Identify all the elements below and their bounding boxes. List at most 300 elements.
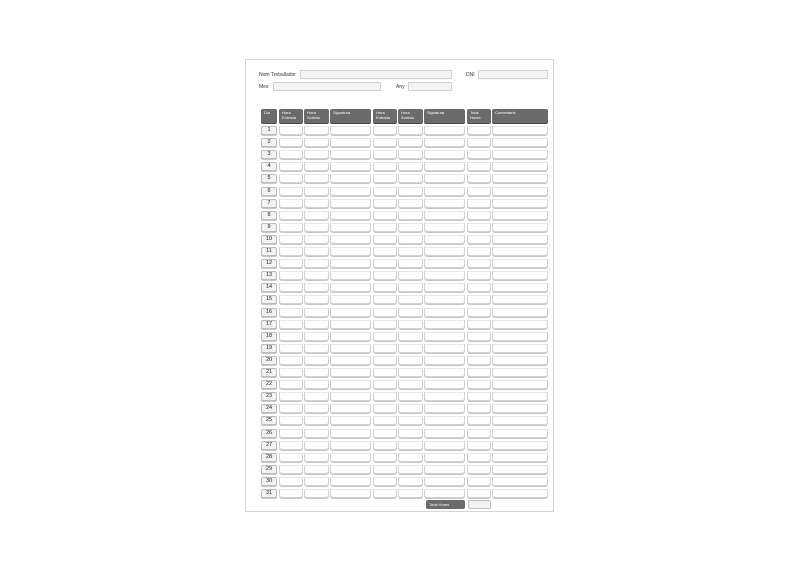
total-hours-cell[interactable]	[467, 356, 491, 365]
signature-1-cell[interactable]	[330, 174, 371, 183]
signature-1-cell[interactable]	[330, 320, 371, 329]
signature-1-cell[interactable]	[330, 138, 371, 147]
exit-time-2-cell[interactable]	[398, 465, 423, 474]
total-hours-cell[interactable]	[467, 150, 491, 159]
exit-time-1-cell[interactable]	[304, 308, 329, 317]
entry-time-1-cell[interactable]	[279, 477, 303, 486]
signature-2-cell[interactable]	[424, 453, 465, 462]
exit-time-2-cell[interactable]	[398, 416, 423, 425]
signature-2-cell[interactable]	[424, 344, 465, 353]
entry-time-1-cell[interactable]	[279, 465, 303, 474]
signature-1-cell[interactable]	[330, 441, 371, 450]
total-hours-cell[interactable]	[467, 223, 491, 232]
header-entry-time-1: Hora Entrada	[279, 109, 303, 123]
entry-time-2-cell[interactable]	[373, 404, 397, 413]
exit-time-1-cell[interactable]	[304, 489, 329, 498]
comments-cell[interactable]	[492, 162, 548, 171]
entry-time-1-cell[interactable]	[279, 332, 303, 341]
table-row	[246, 222, 553, 234]
signature-2-cell[interactable]	[424, 368, 465, 377]
total-hours-cell[interactable]	[467, 271, 491, 280]
exit-time-2-cell[interactable]	[398, 295, 423, 304]
comments-cell[interactable]	[492, 416, 548, 425]
entry-time-2-cell[interactable]	[373, 392, 397, 401]
comments-cell[interactable]	[492, 465, 548, 474]
entry-time-2-cell[interactable]	[373, 247, 397, 256]
total-hours-cell[interactable]	[467, 429, 491, 438]
table-row	[246, 452, 553, 464]
table-row	[246, 415, 553, 427]
signature-2-cell[interactable]	[424, 320, 465, 329]
table-row	[246, 125, 553, 137]
comments-cell[interactable]	[492, 138, 548, 147]
exit-time-1-cell[interactable]	[304, 429, 329, 438]
signature-2-cell[interactable]	[424, 126, 465, 135]
total-hours-cell[interactable]	[467, 344, 491, 353]
total-hours-cell[interactable]	[467, 138, 491, 147]
exit-time-2-cell[interactable]	[398, 199, 423, 208]
total-hours-cell[interactable]	[467, 235, 491, 244]
table-row	[246, 355, 553, 367]
table-row	[246, 270, 553, 282]
signature-1-cell[interactable]	[330, 465, 371, 474]
comments-cell[interactable]	[492, 441, 548, 450]
signature-2-cell[interactable]	[424, 295, 465, 304]
entry-time-1-cell[interactable]	[279, 320, 303, 329]
exit-time-2-cell[interactable]	[398, 320, 423, 329]
entry-time-1-cell[interactable]	[279, 429, 303, 438]
day-number: 30	[261, 477, 277, 486]
day-number: 18	[261, 332, 277, 341]
total-hours-cell[interactable]	[467, 416, 491, 425]
entry-time-1-cell[interactable]	[279, 138, 303, 147]
entry-time-1-cell[interactable]	[279, 199, 303, 208]
entry-time-2-cell[interactable]	[373, 368, 397, 377]
entry-time-2-cell[interactable]	[373, 416, 397, 425]
entry-time-1-cell[interactable]	[279, 295, 303, 304]
exit-time-2-cell[interactable]	[398, 247, 423, 256]
signature-1-cell[interactable]	[330, 404, 371, 413]
exit-time-2-cell[interactable]	[398, 453, 423, 462]
exit-time-1-cell[interactable]	[304, 344, 329, 353]
entry-time-2-cell[interactable]	[373, 162, 397, 171]
comments-cell[interactable]	[492, 259, 548, 268]
entry-time-2-cell[interactable]	[373, 477, 397, 486]
exit-time-2-cell[interactable]	[398, 332, 423, 341]
total-hours-cell[interactable]	[467, 404, 491, 413]
entry-time-1-cell[interactable]	[279, 489, 303, 498]
entry-time-1-cell[interactable]	[279, 283, 303, 292]
signature-1-cell[interactable]	[330, 477, 371, 486]
exit-time-1-cell[interactable]	[304, 465, 329, 474]
signature-2-cell[interactable]	[424, 211, 465, 220]
total-hours-cell[interactable]	[467, 368, 491, 377]
comments-cell[interactable]	[492, 295, 548, 304]
signature-2-cell[interactable]	[424, 162, 465, 171]
exit-time-1-cell[interactable]	[304, 441, 329, 450]
exit-time-2-cell[interactable]	[398, 356, 423, 365]
signature-1-cell[interactable]	[330, 453, 371, 462]
entry-time-2-cell[interactable]	[373, 187, 397, 196]
exit-time-2-cell[interactable]	[398, 368, 423, 377]
total-hours-cell[interactable]	[467, 465, 491, 474]
entry-time-2-cell[interactable]	[373, 320, 397, 329]
signature-2-cell[interactable]	[424, 150, 465, 159]
signature-2-cell[interactable]	[424, 404, 465, 413]
total-hours-cell[interactable]	[467, 126, 491, 135]
comments-cell[interactable]	[492, 453, 548, 462]
total-hours-label: Total Hores	[426, 500, 465, 509]
signature-2-cell[interactable]	[424, 271, 465, 280]
signature-1-cell[interactable]	[330, 332, 371, 341]
exit-time-1-cell[interactable]	[304, 150, 329, 159]
signature-1-cell[interactable]	[330, 283, 371, 292]
comments-cell[interactable]	[492, 477, 548, 486]
exit-time-2-cell[interactable]	[398, 174, 423, 183]
entry-time-1-cell[interactable]	[279, 174, 303, 183]
signature-2-cell[interactable]	[424, 138, 465, 147]
signature-2-cell[interactable]	[424, 187, 465, 196]
signature-1-cell[interactable]	[330, 126, 371, 135]
exit-time-1-cell[interactable]	[304, 174, 329, 183]
comments-cell[interactable]	[492, 271, 548, 280]
table-row	[246, 319, 553, 331]
day-number: 17	[261, 320, 277, 329]
exit-time-2-cell[interactable]	[398, 283, 423, 292]
header-total-hours: Total Hores	[467, 109, 491, 123]
total-hours-cell[interactable]	[467, 283, 491, 292]
total-hours-cell[interactable]	[467, 380, 491, 389]
total-hours-field[interactable]	[468, 500, 491, 509]
entry-time-2-cell[interactable]	[373, 271, 397, 280]
total-hours-cell[interactable]	[467, 489, 491, 498]
exit-time-1-cell[interactable]	[304, 380, 329, 389]
signature-1-cell[interactable]	[330, 259, 371, 268]
entry-time-2-cell[interactable]	[373, 465, 397, 474]
timesheet-page	[245, 59, 554, 512]
entry-time-1-cell[interactable]	[279, 453, 303, 462]
exit-time-1-cell[interactable]	[304, 138, 329, 147]
exit-time-1-cell[interactable]	[304, 453, 329, 462]
signature-2-cell[interactable]	[424, 465, 465, 474]
signature-1-cell[interactable]	[330, 223, 371, 232]
entry-time-2-cell[interactable]	[373, 380, 397, 389]
signature-1-cell[interactable]	[330, 162, 371, 171]
comments-cell[interactable]	[492, 235, 548, 244]
entry-time-2-cell[interactable]	[373, 453, 397, 462]
entry-time-1-cell[interactable]	[279, 308, 303, 317]
day-number: 16	[261, 308, 277, 317]
signature-2-cell[interactable]	[424, 380, 465, 389]
day-number: 5	[261, 174, 277, 183]
signature-1-cell[interactable]	[330, 344, 371, 353]
exit-time-1-cell[interactable]	[304, 356, 329, 365]
signature-1-cell[interactable]	[330, 380, 371, 389]
exit-time-2-cell[interactable]	[398, 223, 423, 232]
entry-time-1-cell[interactable]	[279, 247, 303, 256]
comments-cell[interactable]	[492, 247, 548, 256]
exit-time-1-cell[interactable]	[304, 235, 329, 244]
exit-time-1-cell[interactable]	[304, 211, 329, 220]
signature-1-cell[interactable]	[330, 211, 371, 220]
entry-time-1-cell[interactable]	[279, 416, 303, 425]
exit-time-1-cell[interactable]	[304, 477, 329, 486]
entry-time-1-cell[interactable]	[279, 223, 303, 232]
exit-time-1-cell[interactable]	[304, 295, 329, 304]
exit-time-1-cell[interactable]	[304, 320, 329, 329]
signature-2-cell[interactable]	[424, 308, 465, 317]
signature-1-cell[interactable]	[330, 199, 371, 208]
day-number: 24	[261, 404, 277, 413]
signature-1-cell[interactable]	[330, 235, 371, 244]
signature-2-cell[interactable]	[424, 356, 465, 365]
exit-time-2-cell[interactable]	[398, 187, 423, 196]
signature-1-cell[interactable]	[330, 429, 371, 438]
total-hours-cell[interactable]	[467, 441, 491, 450]
signature-2-cell[interactable]	[424, 332, 465, 341]
comments-cell[interactable]	[492, 199, 548, 208]
exit-time-1-cell[interactable]	[304, 187, 329, 196]
exit-time-1-cell[interactable]	[304, 271, 329, 280]
signature-2-cell[interactable]	[424, 392, 465, 401]
table-row	[246, 186, 553, 198]
header-exit-time-1: Hora Sortida	[304, 109, 329, 123]
comments-cell[interactable]	[492, 344, 548, 353]
table-row	[246, 428, 553, 440]
signature-2-cell[interactable]	[424, 283, 465, 292]
entry-time-1-cell[interactable]	[279, 259, 303, 268]
entry-time-2-cell[interactable]	[373, 199, 397, 208]
signature-1-cell[interactable]	[330, 356, 371, 365]
day-number: 9	[261, 223, 277, 232]
entry-time-1-cell[interactable]	[279, 404, 303, 413]
signature-2-cell[interactable]	[424, 477, 465, 486]
entry-time-2-cell[interactable]	[373, 283, 397, 292]
exit-time-1-cell[interactable]	[304, 247, 329, 256]
entry-time-2-cell[interactable]	[373, 138, 397, 147]
day-number: 27	[261, 441, 277, 450]
entry-time-2-cell[interactable]	[373, 259, 397, 268]
table-row	[246, 307, 553, 319]
exit-time-1-cell[interactable]	[304, 404, 329, 413]
day-number: 11	[261, 247, 277, 256]
table-row	[246, 294, 553, 306]
exit-time-2-cell[interactable]	[398, 477, 423, 486]
entry-time-1-cell[interactable]	[279, 211, 303, 220]
exit-time-2-cell[interactable]	[398, 235, 423, 244]
day-number: 22	[261, 380, 277, 389]
exit-time-1-cell[interactable]	[304, 223, 329, 232]
signature-1-cell[interactable]	[330, 416, 371, 425]
entry-time-1-cell[interactable]	[279, 380, 303, 389]
entry-time-1-cell[interactable]	[279, 344, 303, 353]
entry-time-2-cell[interactable]	[373, 356, 397, 365]
month-label: Mes	[259, 84, 269, 90]
exit-time-2-cell[interactable]	[398, 126, 423, 135]
entry-time-1-cell[interactable]	[279, 392, 303, 401]
exit-time-2-cell[interactable]	[398, 489, 423, 498]
comments-cell[interactable]	[492, 211, 548, 220]
entry-time-1-cell[interactable]	[279, 235, 303, 244]
exit-time-2-cell[interactable]	[398, 150, 423, 159]
signature-1-cell[interactable]	[330, 392, 371, 401]
signature-1-cell[interactable]	[330, 271, 371, 280]
comments-cell[interactable]	[492, 174, 548, 183]
exit-time-2-cell[interactable]	[398, 162, 423, 171]
entry-time-2-cell[interactable]	[373, 429, 397, 438]
exit-time-1-cell[interactable]	[304, 126, 329, 135]
signature-2-cell[interactable]	[424, 199, 465, 208]
signature-2-cell[interactable]	[424, 489, 465, 498]
entry-time-1-cell[interactable]	[279, 368, 303, 377]
exit-time-2-cell[interactable]	[398, 392, 423, 401]
total-hours-cell[interactable]	[467, 295, 491, 304]
day-number: 14	[261, 283, 277, 292]
exit-time-1-cell[interactable]	[304, 368, 329, 377]
day-number: 13	[261, 271, 277, 280]
entry-time-1-cell[interactable]	[279, 271, 303, 280]
entry-time-1-cell[interactable]	[279, 162, 303, 171]
exit-time-1-cell[interactable]	[304, 416, 329, 425]
total-hours-cell[interactable]	[467, 332, 491, 341]
day-number: 12	[261, 259, 277, 268]
day-number: 25	[261, 416, 277, 425]
signature-1-cell[interactable]	[330, 308, 371, 317]
exit-time-1-cell[interactable]	[304, 199, 329, 208]
total-hours-cell[interactable]	[467, 308, 491, 317]
signature-1-cell[interactable]	[330, 368, 371, 377]
entry-time-2-cell[interactable]	[373, 150, 397, 159]
exit-time-1-cell[interactable]	[304, 259, 329, 268]
table-row	[246, 234, 553, 246]
table-row	[246, 343, 553, 355]
exit-time-1-cell[interactable]	[304, 283, 329, 292]
comments-cell[interactable]	[492, 332, 548, 341]
comments-cell[interactable]	[492, 126, 548, 135]
table-row	[246, 282, 553, 294]
entry-time-2-cell[interactable]	[373, 295, 397, 304]
exit-time-2-cell[interactable]	[398, 211, 423, 220]
comments-cell[interactable]	[492, 187, 548, 196]
comments-cell[interactable]	[492, 223, 548, 232]
table-row	[246, 149, 553, 161]
exit-time-2-cell[interactable]	[398, 441, 423, 450]
header-exit-time-2: Hora Sortida	[398, 109, 423, 123]
day-number: 8	[261, 211, 277, 220]
signature-2-cell[interactable]	[424, 441, 465, 450]
comments-cell[interactable]	[492, 380, 548, 389]
entry-time-1-cell[interactable]	[279, 441, 303, 450]
signature-1-cell[interactable]	[330, 247, 371, 256]
worker-name-label: Nom Treballador	[259, 72, 296, 78]
comments-cell[interactable]	[492, 404, 548, 413]
signature-2-cell[interactable]	[424, 416, 465, 425]
exit-time-2-cell[interactable]	[398, 138, 423, 147]
day-number: 2	[261, 138, 277, 147]
entry-time-2-cell[interactable]	[373, 235, 397, 244]
entry-time-1-cell[interactable]	[279, 150, 303, 159]
total-hours-cell[interactable]	[467, 187, 491, 196]
exit-time-1-cell[interactable]	[304, 162, 329, 171]
total-hours-cell[interactable]	[467, 453, 491, 462]
day-number: 7	[261, 199, 277, 208]
day-number: 29	[261, 465, 277, 474]
header-comments: Comentaris	[492, 109, 548, 123]
total-hours-cell[interactable]	[467, 211, 491, 220]
day-number: 31	[261, 489, 277, 498]
signature-2-cell[interactable]	[424, 174, 465, 183]
comments-cell[interactable]	[492, 368, 548, 377]
entry-time-2-cell[interactable]	[373, 332, 397, 341]
exit-time-2-cell[interactable]	[398, 380, 423, 389]
day-number: 6	[261, 187, 277, 196]
exit-time-2-cell[interactable]	[398, 271, 423, 280]
comments-cell[interactable]	[492, 320, 548, 329]
exit-time-1-cell[interactable]	[304, 392, 329, 401]
comments-cell[interactable]	[492, 356, 548, 365]
day-number: 3	[261, 150, 277, 159]
signature-1-cell[interactable]	[330, 187, 371, 196]
total-hours-cell[interactable]	[467, 174, 491, 183]
comments-cell[interactable]	[492, 150, 548, 159]
comments-cell[interactable]	[492, 283, 548, 292]
entry-time-1-cell[interactable]	[279, 187, 303, 196]
signature-2-cell[interactable]	[424, 247, 465, 256]
total-hours-cell[interactable]	[467, 259, 491, 268]
header-signature-2: Signatura	[424, 109, 465, 123]
total-hours-cell[interactable]	[467, 477, 491, 486]
total-hours-cell[interactable]	[467, 320, 491, 329]
year-label: Any	[396, 84, 405, 90]
exit-time-2-cell[interactable]	[398, 259, 423, 268]
signature-1-cell[interactable]	[330, 295, 371, 304]
exit-time-2-cell[interactable]	[398, 404, 423, 413]
signature-2-cell[interactable]	[424, 429, 465, 438]
entry-time-2-cell[interactable]	[373, 489, 397, 498]
signature-2-cell[interactable]	[424, 223, 465, 232]
comments-cell[interactable]	[492, 489, 548, 498]
entry-time-2-cell[interactable]	[373, 223, 397, 232]
exit-time-2-cell[interactable]	[398, 308, 423, 317]
total-hours-cell[interactable]	[467, 199, 491, 208]
comments-cell[interactable]	[492, 308, 548, 317]
entry-time-2-cell[interactable]	[373, 344, 397, 353]
comments-cell[interactable]	[492, 429, 548, 438]
entry-time-2-cell[interactable]	[373, 126, 397, 135]
exit-time-2-cell[interactable]	[398, 344, 423, 353]
total-hours-cell[interactable]	[467, 162, 491, 171]
entry-time-1-cell[interactable]	[279, 356, 303, 365]
entry-time-1-cell[interactable]	[279, 126, 303, 135]
entry-time-2-cell[interactable]	[373, 441, 397, 450]
entry-time-2-cell[interactable]	[373, 308, 397, 317]
signature-1-cell[interactable]	[330, 150, 371, 159]
exit-time-2-cell[interactable]	[398, 429, 423, 438]
entry-time-2-cell[interactable]	[373, 211, 397, 220]
exit-time-1-cell[interactable]	[304, 332, 329, 341]
total-hours-cell[interactable]	[467, 392, 491, 401]
dni-label: DNI	[466, 72, 475, 78]
day-number: 20	[261, 356, 277, 365]
header-entry-time-2: Hora Entrada	[373, 109, 397, 123]
day-number: 1	[261, 126, 277, 135]
comments-cell[interactable]	[492, 392, 548, 401]
entry-time-2-cell[interactable]	[373, 174, 397, 183]
signature-2-cell[interactable]	[424, 235, 465, 244]
signature-1-cell[interactable]	[330, 489, 371, 498]
total-hours-cell[interactable]	[467, 247, 491, 256]
signature-2-cell[interactable]	[424, 259, 465, 268]
